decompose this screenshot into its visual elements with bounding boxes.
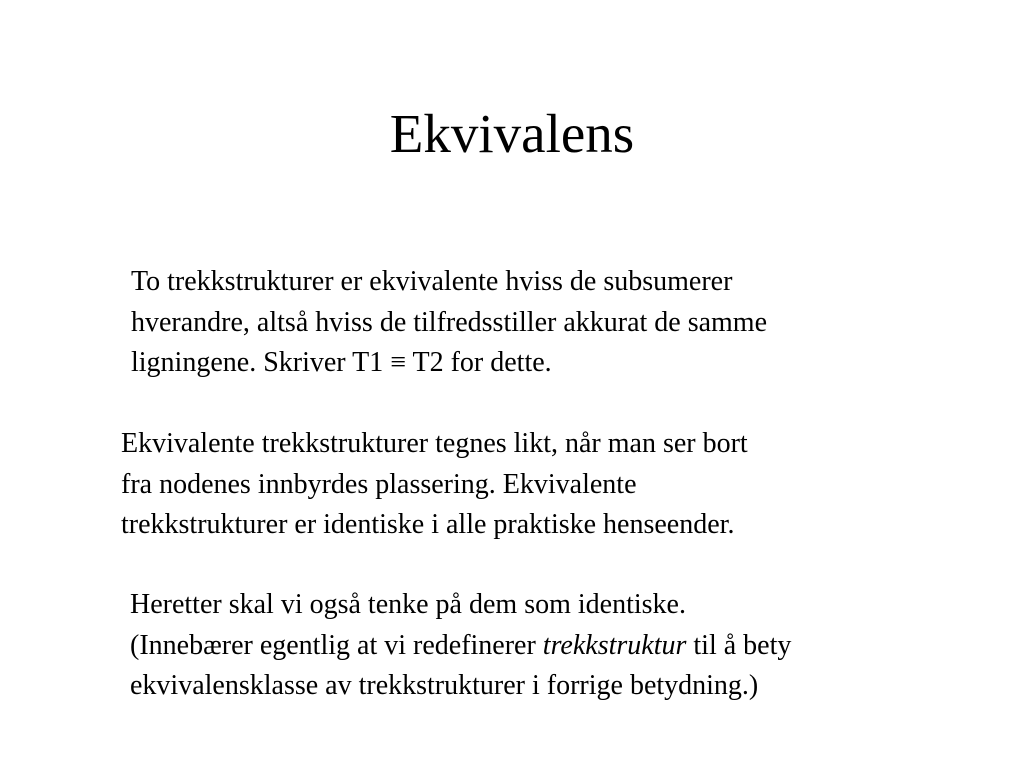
paragraph-identity — [130, 585, 791, 707]
text-segment: (Innebærer egentlig at vi redefinerer — [130, 629, 543, 661]
text-line: Heretter skal vi også tenke på dem som identiske. — [130, 589, 686, 620]
text-line: To trekkstrukturer er ekvivalente hviss de subsumerer — [131, 266, 733, 297]
text-line: hverandre, altså hviss de tilfredsstiller akkurat de samme — [131, 306, 768, 338]
text-line: ligningene. Skriver T1 ≡ T2 for dette. — [131, 347, 552, 378]
slide-title: Ekvivalens — [389, 103, 635, 164]
paragraph-drawing — [121, 424, 748, 546]
text-line: ekvivalensklasse av trekkstrukturer i forrige betydning.) — [130, 670, 759, 701]
italic-term: trekkstruktur — [542, 629, 687, 661]
text-segment: til å bety — [686, 629, 792, 661]
text-line: Ekvivalente trekkstrukturer tegnes likt, når man ser bort — [121, 428, 748, 459]
text-line: fra nodenes innbyrdes plassering. Ekvivalente — [121, 468, 637, 500]
text-line — [130, 626, 791, 667]
paragraph-definition — [131, 262, 767, 384]
text-line: trekkstrukturer er identiske i alle praktiske henseender. — [121, 509, 735, 540]
